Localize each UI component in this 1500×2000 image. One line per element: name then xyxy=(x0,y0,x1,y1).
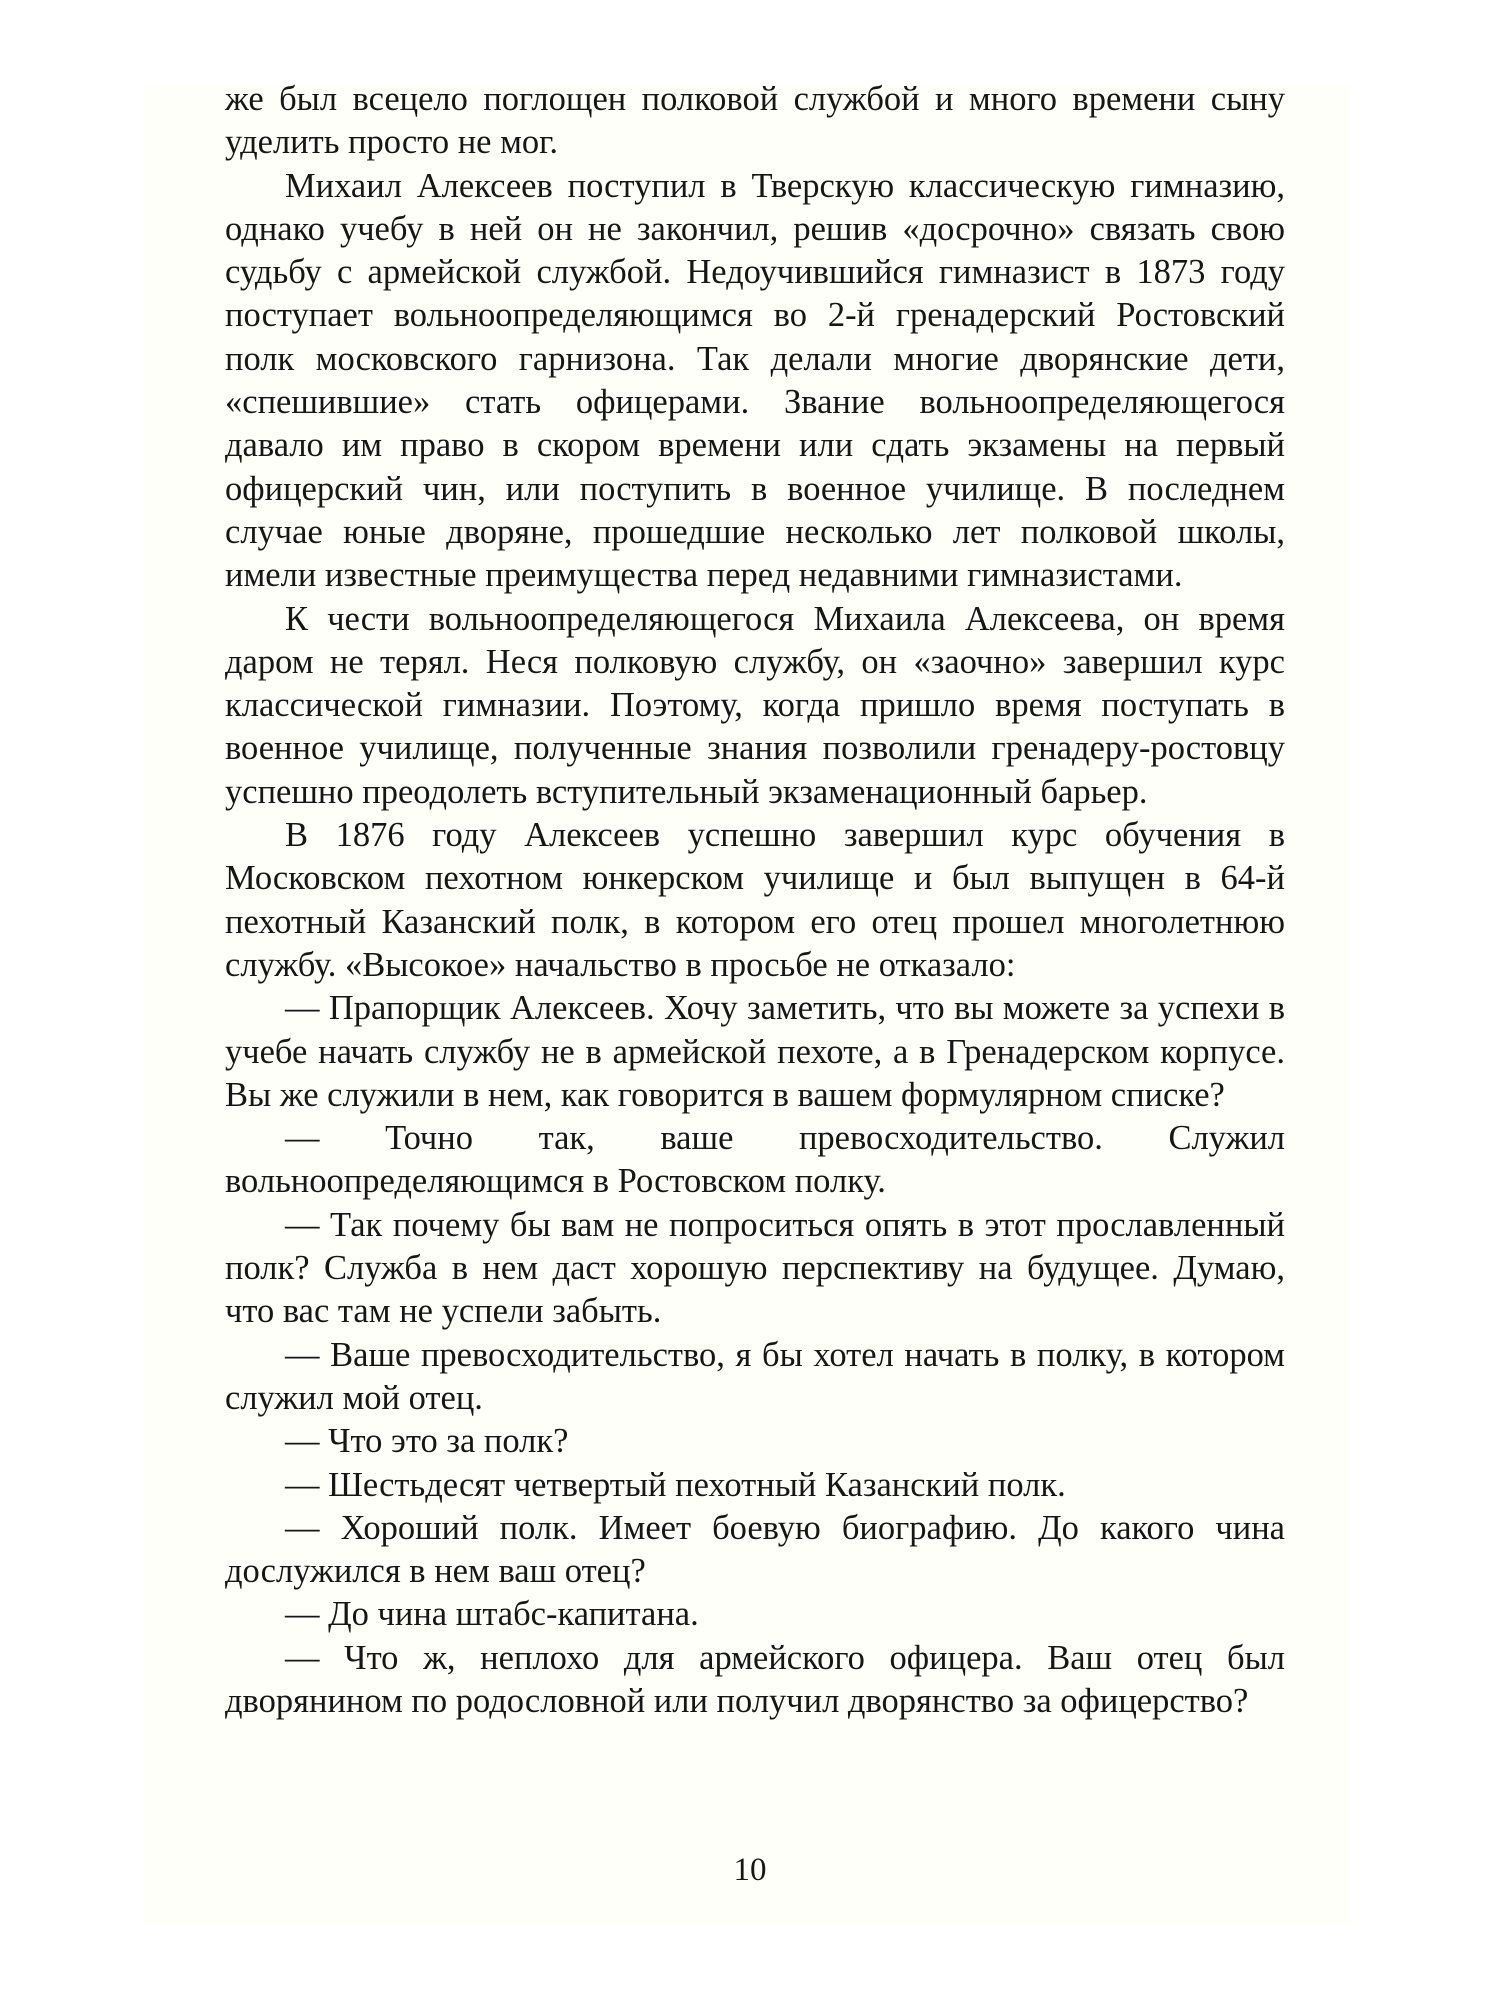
dialogue-line: — Шестьдесят четвертый пехотный Казанский полк. xyxy=(285,1465,1066,1504)
dialogue-line: — Хороший полк. Имеет боевую биографию. До какого чина дослужился в нем ваш отец? xyxy=(225,1508,1285,1591)
dialogue-line: — Что ж, неплохо для армейского офицера. Ваш отец был дворянином по родословной или получил дворянство за офицерство? xyxy=(225,1638,1285,1720)
dialogue-line: — До чина штабс-капитана. xyxy=(285,1595,699,1634)
dialogue-line: — Так почему бы вам не попроситься опять в этот прославленный полк? Служба в нем даст хорошую перспективу на будущее. Думаю, что вас там не успели забыть. xyxy=(225,1205,1285,1331)
dialogue-line: — Прапорщик Алексеев. Хочу заметить, что вы можете за успехи в учебе начать службу не в армейской пехоте, а в Гренадерском корпусе. Вы же служили в нем, как говорится в вашем формулярном списке? xyxy=(225,989,1285,1114)
dialogue-line: — Ваше превосходительство, я бы хотел начать в полку, в котором служил мой отец. xyxy=(225,1335,1285,1417)
dialogue-line: — Точно так, ваше превосходительство. Служил вольноопределяющимся в Ростовском полку. xyxy=(225,1119,1285,1201)
paragraph: В 1876 году Алексеев успешно завершил курс обучения в Московском пехотном юнкерском училище и был выпущен в 64-й пехотный Казанский полк, в котором его отец прошел многолетнюю службу. «Высокое» начальство в просьбе не отказало: xyxy=(225,816,1285,984)
text-block xyxy=(225,78,1285,1723)
page-number: 10 xyxy=(733,1852,767,1888)
paragraph-continuation: же был всецело поглощен полковой службой и много времени сыну уделить просто не мог. xyxy=(225,80,1285,162)
dialogue-line: — Что это за полк? xyxy=(285,1422,569,1461)
paragraph: Михаил Алексеев поступил в Тверскую классическую гимназию, однако учебу в ней он не закончил, решив «досрочно» связать свою судьбу с армейской службой. Недоучившийся гимназист в 1873 году поступает вольноопределяющимся во 2-й гренадерский Ростовский полк московского гарнизона. Так делали многие дворянские дети, «спешившие» стать офицерами. Звание вольноопределяющегося давало им право в скором времени или сдать экзамены на первый офицерский чин, или поступить в военное училище. В последнем случае юные дворяне, прошедшие несколько лет полковой школы, имели известные преимущества перед недавними гимназистами. xyxy=(225,166,1285,595)
paragraph: К чести вольноопределяющегося Михаила Алексеева, он время даром не терял. Неся полковую службу, он «заочно» завершил курс классической гимназии. Поэтому, когда пришло время поступать в военное училище, полученные знания позволили гренадеру-ростовцу успешно преодолеть вступительный экзаменационный барьер. xyxy=(225,599,1285,811)
